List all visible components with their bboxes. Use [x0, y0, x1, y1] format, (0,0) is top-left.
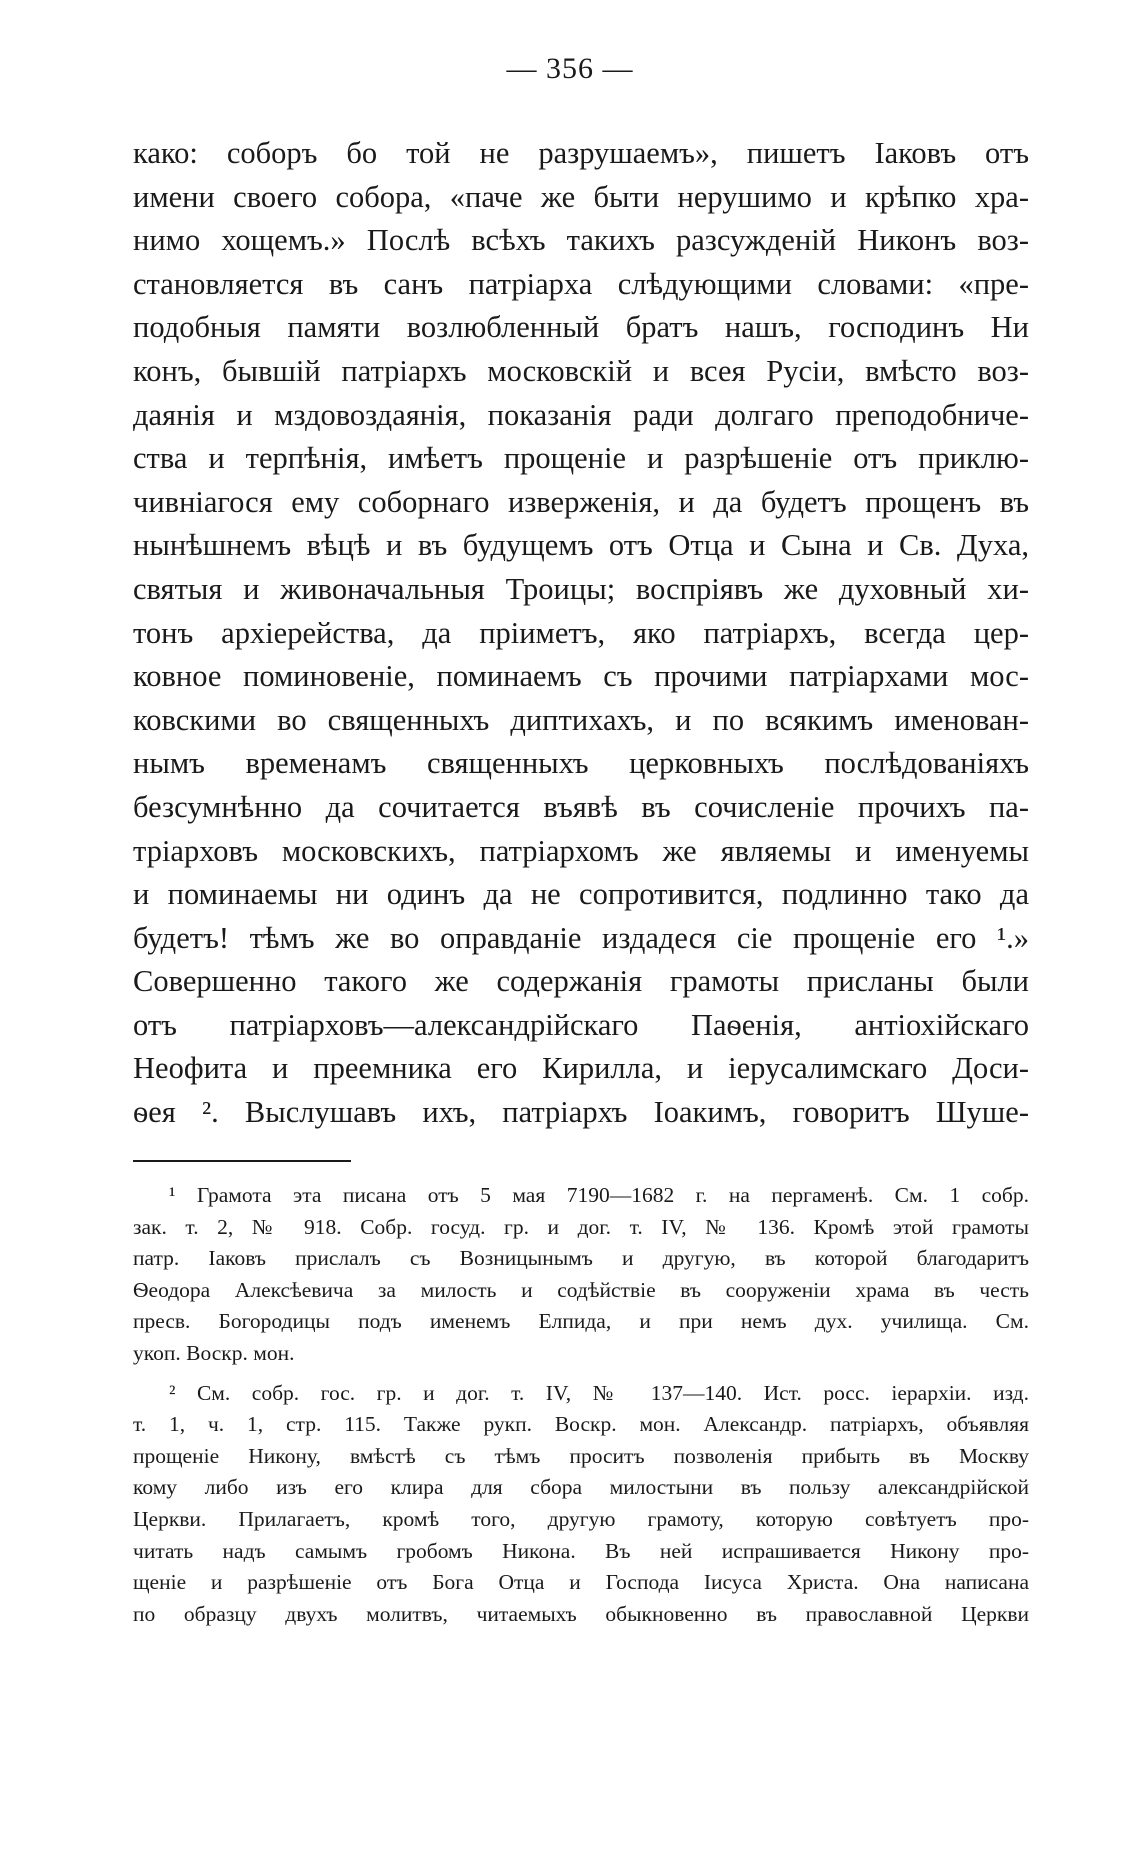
text-line: безсумнѣнно да сочитается въявѣ въ сочисленіе прочихъ па- — [133, 789, 1029, 824]
footnote-line: щеніе и разрѣшеніе отъ Бога Отца и Господа Іисуса Христа. Она написана — [133, 1570, 1029, 1595]
footnote-separator — [133, 1160, 351, 1162]
text-line: и поминаемы ни одинъ да не сопротивится, подлинно тако да — [133, 877, 1029, 912]
text-line: нымъ временамъ священныхъ церковныхъ послѣдованіяхъ — [133, 746, 1029, 781]
text-line: имени своего собора, «паче же быти нерушимо и крѣпко хра- — [133, 179, 1029, 214]
text-line: становляется въ санъ патріарха слѣдующими словами: «пре- — [133, 266, 1029, 301]
text-line: тонъ архіерейства, да пріиметъ, яко патріархъ, всегда цер- — [133, 615, 1029, 650]
footnote-line: т. 1, ч. 1, стр. 115. Также рукп. Воскр. мон. Александр. патріархъ, объявляя — [133, 1412, 1029, 1437]
footnote-line: Церкви. Прилагаетъ, кромѣ того, другую грамоту, которую совѣтуетъ про- — [133, 1506, 1029, 1531]
footnote-line: укоп. Воскр. мон. — [133, 1340, 295, 1365]
text-line: ковное поминовеніе, поминаемъ съ прочими патріархами мос- — [133, 659, 1029, 694]
footnote-line: ² См. собр. гос. гр. и дог. т. IV, № 137—140. Ист. росс. іерархіи. изд. — [169, 1380, 1029, 1405]
text-line: нимо хощемъ.» Послѣ всѣхъ такихъ разсужденій Никонъ воз- — [133, 223, 1029, 258]
text-line: подобныя памяти возлюбленный братъ нашъ, господинъ Ни — [133, 310, 1029, 345]
text-line: Неофита и преемника его Кирилла, и іерусалимскаго Доси- — [133, 1051, 1029, 1086]
footnote-1 — [133, 1180, 1029, 1370]
text-line: нынѣшнемъ вѣцѣ и въ будущемъ отъ Отца и Сына и Св. Духа, — [133, 528, 1029, 563]
text-line: ства и терпѣнія, имѣетъ прощеніе и разрѣшеніе отъ приклю- — [133, 441, 1029, 476]
text-line: како: соборъ бо той не разрушаемъ», пишетъ Іаковъ отъ — [133, 136, 1029, 170]
text-line: ѳея ². Выслушавъ ихъ, патріархъ Іоакимъ, говоритъ Шуше- — [133, 1095, 1029, 1130]
footnote-line: ¹ Грамота эта писана отъ 5 мая 7190—1682 г. на пергаменѣ. См. 1 собр. — [169, 1183, 1029, 1207]
footnote-line: по образцу двухъ молитвъ, читаемыхъ обыкновенно въ православной Церкви — [133, 1601, 1029, 1626]
footnote-line: кому либо изъ его клира для сбора милостыни въ пользу александрійской — [133, 1475, 1029, 1500]
text-line: Совершенно такого же содержанія грамоты присланы были — [133, 964, 1029, 999]
text-line: ковскими во священныхъ диптихахъ, и по всякимъ именован- — [133, 702, 1029, 737]
main-text — [133, 132, 1029, 1135]
text-line: отъ патріарховъ—александрійскаго Паѳенія, антіохійскаго — [133, 1007, 1029, 1042]
footnote-line: пресв. Богородицы подъ именемъ Елпида, и при немъ дух. училища. См. — [133, 1309, 1029, 1334]
footnote-line: Ѳеодора Алексѣевича за милость и содѣйствіе въ сооруженіи храма въ честь — [133, 1277, 1029, 1302]
text-line: конъ, бывшій патріархъ московскій и всея Русіи, вмѣсто воз- — [133, 353, 1029, 388]
text-line: даянія и мздовоздаянія, показанія ради долгаго преподобниче- — [133, 397, 1029, 432]
footnote-line: читать надъ самымъ гробомъ Никона. Въ ней испрашивается Никону про- — [133, 1538, 1029, 1563]
footnote-2 — [133, 1378, 1029, 1631]
footnote-line: прощеніе Никону, вмѣстѣ съ тѣмъ проситъ позволенія прибыть въ Москву — [133, 1443, 1029, 1468]
page-number: — 356 — — [506, 52, 634, 85]
text-line: чивнiагося ему соборнаго изверженія, и да будетъ прощенъ въ — [133, 484, 1029, 519]
text-line: будетъ! тѣмъ же во оправданіе издадеся сіе прощеніе его ¹.» — [133, 920, 1029, 955]
text-line: тріарховъ московскихъ, патріархомъ же являемы и именуемы — [133, 833, 1029, 868]
footnote-line: патр. Іаковъ прислалъ съ Возницынымъ и другую, въ которой благодаритъ — [133, 1246, 1029, 1271]
text-line: святыя и живоначальныя Троицы; воспріявъ же духовный хи- — [133, 571, 1029, 606]
footnote-line: зак. т. 2, № 918. Собр. госуд. гр. и дог. т. IV, № 136. Кромѣ этой грамоты — [133, 1214, 1029, 1239]
footnotes — [133, 1180, 1029, 1630]
